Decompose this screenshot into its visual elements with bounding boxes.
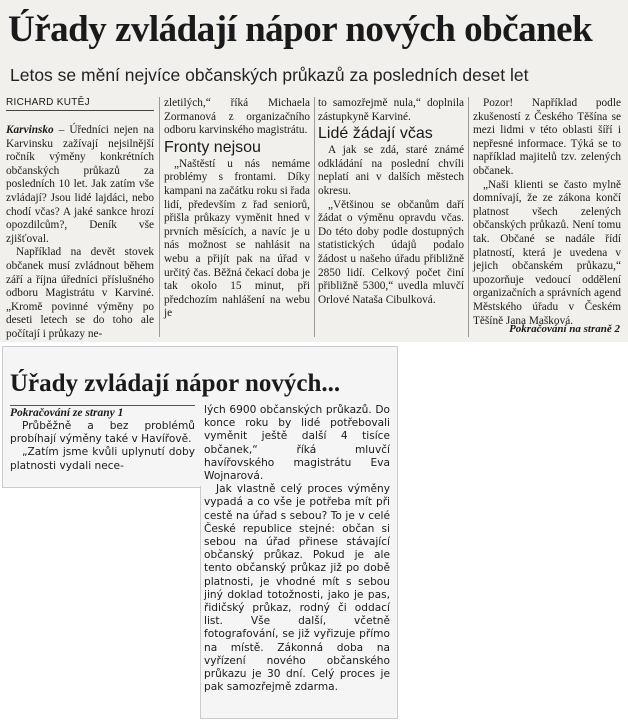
column-2-paragraph-1: zletilých,“ říká Michaela Zormanová z organizačního odboru karvinského magistrátu.	[164, 97, 310, 137]
article2-column-2	[204, 404, 390, 694]
article-column-1	[6, 124, 154, 342]
dateline-place: Karvinsko	[6, 124, 54, 136]
subheadline: Letos se mění nejvíce občanských průkazů za posledních deset let	[10, 65, 529, 85]
byline: RICHARD KUTĚJ	[6, 97, 154, 111]
column-1-paragraph-2: Například na devět stovek občanek musí zvládnout během září a října úředníci příslušného odboru Magistrátu v Karviné. „Kromě povinné výměny po deseti letech se do toho ale počítají i průkazy ne-	[6, 246, 154, 340]
column-4-paragraph-2: „Naši klienti se často mylně domnívají, že ze zákona končí platnost všech zelených občanských průkazů. Není tomu tak. Občané se nadále řídí platností, která je uvedena v jejich občanském průkazu,“ upozorňuje vedoucí oddělení organizačních a správních agend Městského úřadu v Českém Těšíně Jana Mašková.	[473, 178, 621, 327]
headline: Úřady zvládají nápor nových občanek	[8, 9, 593, 50]
column-1-paragraph-1: – Úředníci nejen na Karvinsku zažívají nejsilnější ročník výměny konkrétních občanských průkazů za posledních 10 let. Jak zatím vše zvládají? Jsou lidé lajdáci, nebo chodí včas? A jaké sankce hrozí opozdilcům?, Deník vše zjišťoval.	[6, 124, 154, 245]
article2-column-1	[10, 420, 195, 473]
article-column-4	[473, 97, 621, 328]
column-3-paragraph-2: A jak se zdá, staré známé odkládání na poslední chvíli neplatí ani v dalších městech okresu.	[318, 144, 464, 197]
column-2-paragraph-2: „Naštěstí u nás nemáme problémy s frontami. Díky kampani na začátku roku si řada lidí, především z řad seniorů, přišla průkazy vyměnit hned v prvních měsících, a navíc je u nás možnost se nahlásit na webu a přijít pak na úřad v určitý čas. Běžná čekací doba je tak okolo 15 minut, při předchozím nahlášení na webu je	[164, 157, 310, 320]
article2-column-2-paragraph-2: Jak vlastně celý proces výměny vypadá a co vše je potřeba mít při cestě na úřad s sebou? To je v celé České republice stejné: občan si sebou na úřad přinese stávající občanský průkaz. Pokud je ale tento občanský průkaz již po době platnosti, je vhodné mít s sebou jiný doklad totožnosti, jako je pas, řidičský průkaz, rodný či oddací list. Vše další, včetně fotografování, se již vyřizuje přímo na místě. Zákonná doba na vyřízení nového občanského průkazu je 30 dní. Celý proces je pak samozřejmě zdarma.	[204, 483, 390, 694]
article-column-2	[164, 97, 310, 321]
column-4-paragraph-1: Pozor! Například podle zkušeností z Českého Těšína se mezi lidmi v této oblasti šíří i nepřesné informace. Týká se to například majitelů tzv. zelených občanek.	[473, 97, 621, 177]
column-3-paragraph-3: „Většinou se občanům daří žádat o výměnu opravdu včas. Do této doby podle dostupných statistických údajů podalo žádost u našeho úřadu přibližně 2850 lidí. Celkový počet činí přibližně 5300,“ uvedla mluvčí Orlové Nataša Cibulková.	[318, 198, 464, 306]
column-3-paragraph-1: to samozřejmě nula,“ doplnila zástupkyně Karviné.	[318, 97, 464, 123]
column-divider	[314, 97, 315, 337]
column-divider	[468, 97, 469, 337]
continued-from-note: Pokračování ze strany 1	[10, 405, 195, 419]
intertitle-fronty: Fronty nejsou	[164, 138, 261, 156]
headline-continued: Úřady zvládají nápor nových...	[10, 370, 341, 397]
article2-column-2-paragraph-1: lých 6900 občanských průkazů. Do konce roku by lidé potřebovali vyměnit ještě další 4 tisíce občanek,“ říká mluvčí havířovského magistrátu Eva Wojnarová.	[204, 404, 390, 483]
article-column-3	[318, 97, 464, 307]
article2-column-1-paragraph-1: Průběžně a bez problémů probíhají výměny také v Havířově.	[10, 420, 195, 446]
column-divider	[159, 97, 160, 337]
intertitle-lide: Lidé žádají včas	[318, 125, 433, 143]
article2-column-1-paragraph-2: „Zatím jsme kvůli uplynutí doby platnosti vydali nece-	[10, 446, 195, 472]
continued-note: Pokračování na straně 2	[509, 323, 620, 335]
